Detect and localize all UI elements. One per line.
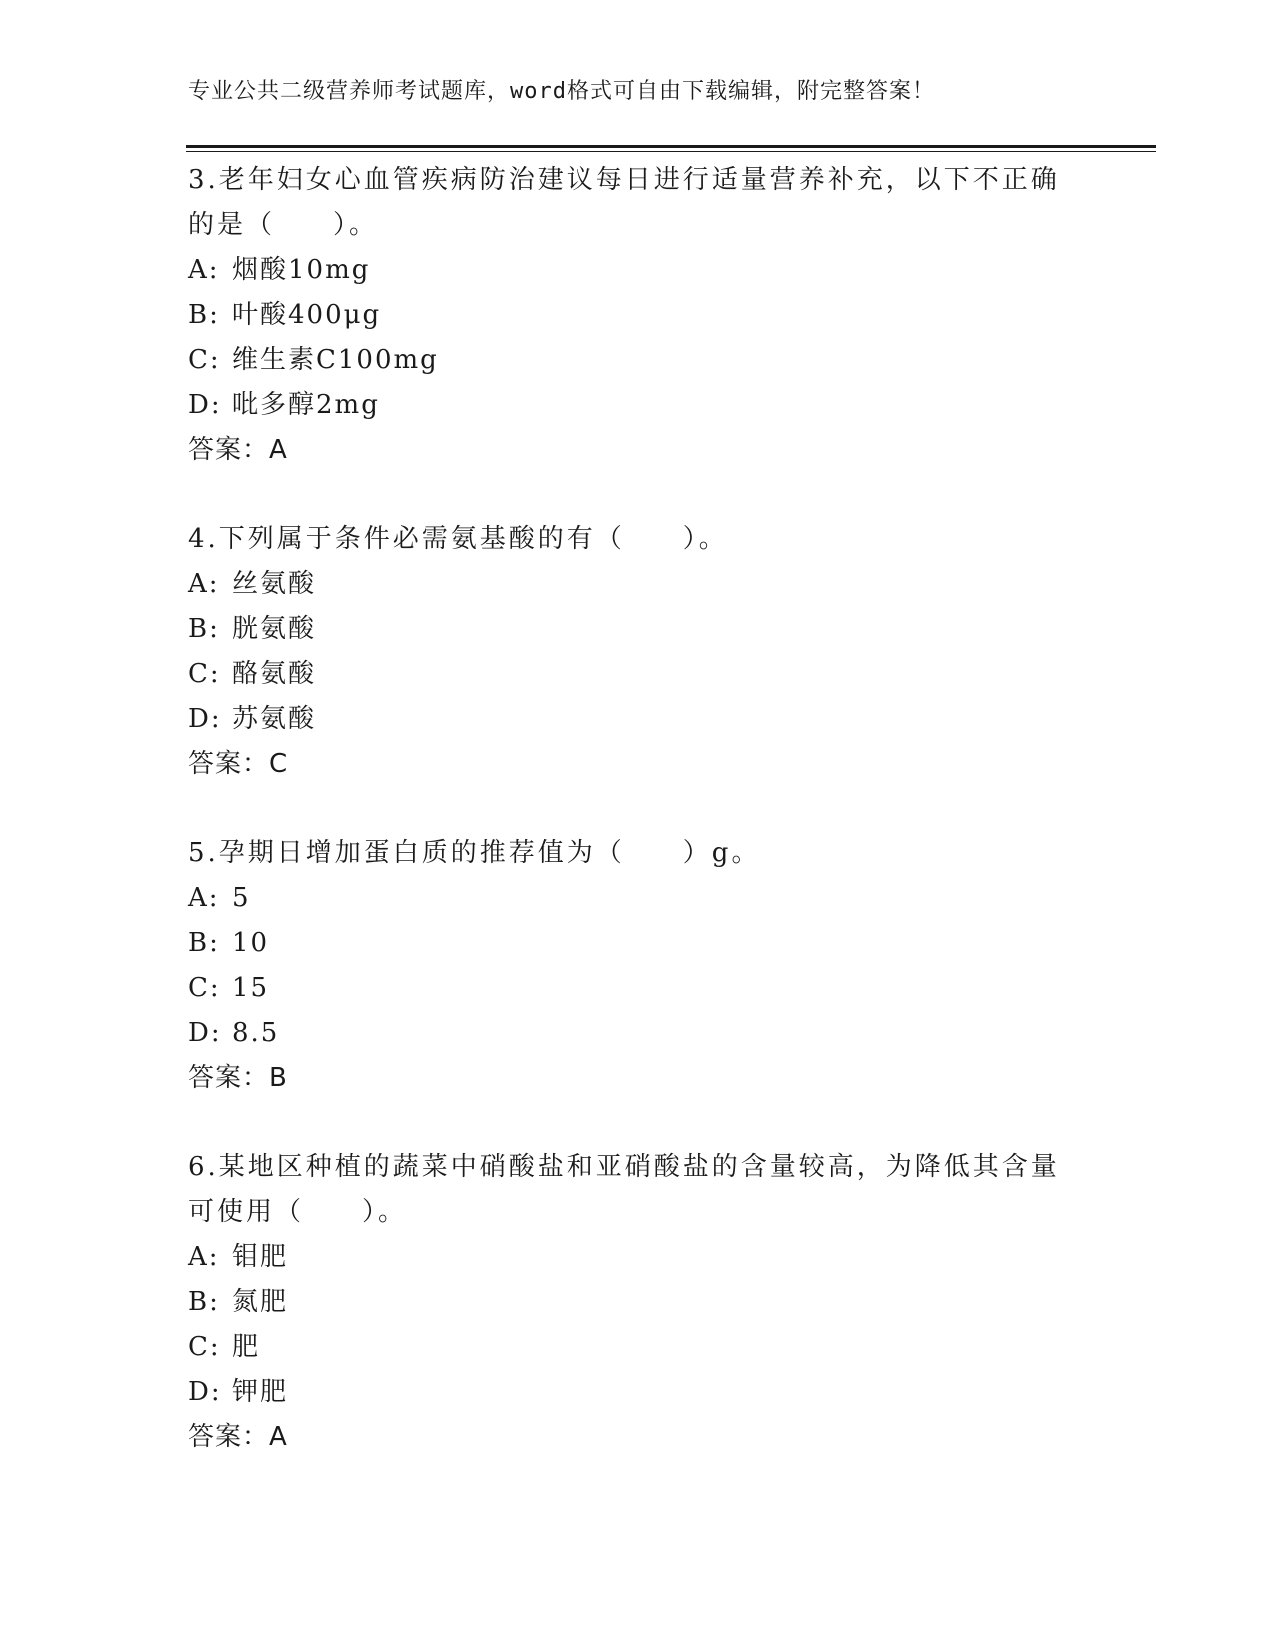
option-c	[188, 966, 1088, 1011]
question-4	[188, 517, 1088, 787]
option-d	[188, 697, 1088, 742]
header-rule-thick	[186, 145, 1156, 148]
option-letter: A:	[188, 883, 220, 913]
question-list	[188, 158, 1088, 1504]
option-letter: B:	[188, 300, 220, 330]
option-b	[188, 1280, 1088, 1325]
option-text: 8.5	[232, 1018, 280, 1048]
page-header: 专业公共二级营养师考试题库，word格式可自由下载编辑，附完整答案！	[188, 79, 935, 104]
option-a	[188, 248, 1088, 293]
option-b	[188, 921, 1088, 966]
option-d	[188, 1011, 1088, 1056]
option-c	[188, 652, 1088, 697]
option-letter: C:	[188, 1332, 221, 1362]
option-text: 叶酸400μg	[232, 300, 382, 330]
option-letter: D:	[188, 1018, 222, 1048]
option-text: 胱氨酸	[232, 614, 317, 644]
option-text: 烟酸10mg	[232, 255, 371, 285]
option-d	[188, 1370, 1088, 1415]
question-3	[188, 158, 1088, 473]
question-5	[188, 831, 1088, 1101]
option-letter: D:	[188, 1377, 222, 1407]
option-text: 苏氨酸	[232, 704, 317, 734]
option-text: 氮肥	[232, 1287, 289, 1317]
option-letter: C:	[188, 345, 221, 375]
question-text: 6.某地区种植的蔬菜中硝酸盐和亚硝酸盐的含量较高，为降低其含量可使用（ ）。	[188, 1152, 1060, 1227]
option-text: 酪氨酸	[232, 659, 317, 689]
option-letter: A:	[188, 1242, 220, 1272]
option-c	[188, 1325, 1088, 1370]
option-b	[188, 293, 1088, 338]
option-c	[188, 338, 1088, 383]
option-text: 肥	[232, 1332, 261, 1362]
option-text: 10	[232, 928, 270, 958]
option-d	[188, 383, 1088, 428]
option-text: 钼肥	[232, 1242, 289, 1272]
question-6	[188, 1145, 1088, 1460]
option-letter: A:	[188, 569, 220, 599]
question-text: 4.下列属于条件必需氨基酸的有（ ）。	[188, 524, 728, 554]
option-letter: C:	[188, 973, 221, 1003]
option-letter: B:	[188, 928, 220, 958]
option-text: 15	[232, 973, 270, 1003]
option-letter: B:	[188, 614, 220, 644]
question-text: 5.孕期日增加蛋白质的推荐值为（ ）g。	[188, 838, 761, 868]
option-letter: B:	[188, 1287, 220, 1317]
question-text: 3.老年妇女心血管疾病防治建议每日进行适量营养补充，以下不正确的是（ ）。	[188, 165, 1060, 240]
option-a	[188, 876, 1088, 921]
option-text: 钾肥	[232, 1377, 289, 1407]
option-a	[188, 562, 1088, 607]
option-text: 吡多醇2mg	[232, 390, 380, 420]
answer-line: 答案：C	[188, 749, 289, 779]
option-letter: C:	[188, 659, 221, 689]
header-rule-thin	[186, 151, 1156, 152]
option-text: 丝氨酸	[232, 569, 317, 599]
option-text: 5	[232, 883, 251, 913]
option-b	[188, 607, 1088, 652]
option-a	[188, 1235, 1088, 1280]
answer-line: 答案：A	[188, 435, 288, 465]
option-letter: D:	[188, 390, 222, 420]
option-letter: A:	[188, 255, 220, 285]
answer-line: 答案：B	[188, 1063, 288, 1093]
answer-line: 答案：A	[188, 1422, 288, 1452]
option-text: 维生素C100mg	[232, 345, 439, 375]
option-letter: D:	[188, 704, 222, 734]
